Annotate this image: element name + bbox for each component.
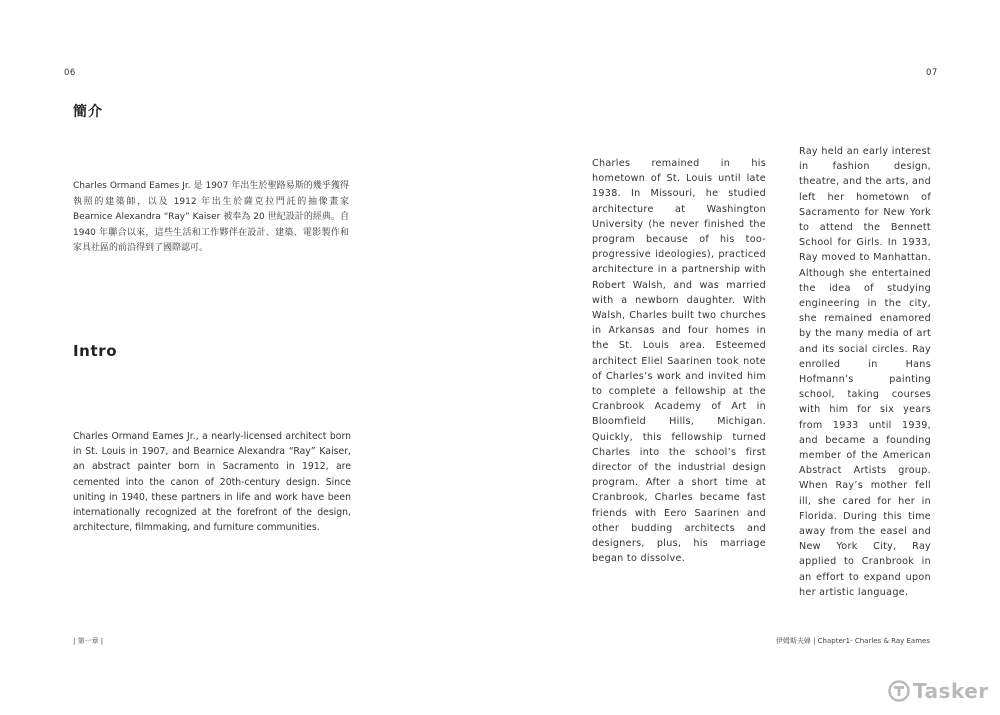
- left-footer-chapter: | 第一章 |: [73, 637, 104, 645]
- heading-intro: Intro: [73, 342, 118, 360]
- right-page-number: 07: [926, 68, 938, 78]
- charles-biography-column: Charles remained in his hometown of St. Louis until late 1938. In Missouri, he studied architecture at Washington University (he never finished the program because of his too-progressive ideologies), practiced architecture in a partnership with Robert Walsh, and was married with a newborn daughter. With Walsh, Charles built two churches in Arkansas and four homes in the St. Louis area. Esteemed architect Eliel Saarinen took note of Charles’s work and invited him to complete a fellowship at the Cranbrook Academy of Art in Bloomfield Hills, Michigan. Quickly, this fellowship turned Charles into the school’s first director of the industrial design program. After a short time at Cranbrook, Charles became fast friends with Eero Saarinen and other budding architects and designers, plus, his marriage began to dissolve.: [592, 158, 766, 565]
- intro-chinese-paragraph: Charles Ormand Eames Jr. 是 1907 年出生於聖路易斯的幾乎獲得執照的建築師，以及 1912 年出生於薩克拉門託的抽像畫家 Bearnice Alexandra “Ray” Kaiser 被奉為 20 世紀設計的經典。自 1940 年聯合以來，這些生活和工作夥伴在設計、建築、電影製作和家具社區的前沿得到了國際認可。: [73, 181, 349, 253]
- ray-biography-column: Ray held an early interest in fashion design, theatre, and the arts, and left her hometown of Sacramento for New York to attend the Bennett School for Girls. In 1933, Ray moved to Manhattan. Although she entertained the idea of studying engineering in the city, she remained enamored by the many media of art and its social circles. Ray enrolled in Hans Hofmann’s painting school, taking courses with him for six years from 1933 until 1939, and became a founding member of the American Abstract Artists group. When Ray’s mother fell ill, she cared for her in Florida. During this time away from the easel and New York City, Ray applied to Cranbrook in an effort to expand upon her artistic language.: [799, 146, 931, 598]
- intro-english-paragraph: Charles Ormand Eames Jr., a nearly-licensed architect born in St. Louis in 1907, and Bearnice Alexandra “Ray” Kaiser, an abstract painter born in Sacramento in 1912, are cemented into the canon of 20th-century design. Since uniting in 1940, these partners in life and work have been internationally recognized at the forefront of the design, architecture, filmmaking, and furniture communities.: [73, 431, 351, 534]
- right-footer-title: 伊姆斯夫婦 | Chapter1- Charles & Ray Eames: [775, 637, 930, 645]
- tasker-logo-text: Tasker: [913, 679, 989, 703]
- tasker-logo-icon: [888, 680, 910, 702]
- tasker-logo: [888, 679, 989, 703]
- heading-chinese: 簡介: [73, 104, 103, 120]
- left-page-number: 06: [64, 68, 76, 78]
